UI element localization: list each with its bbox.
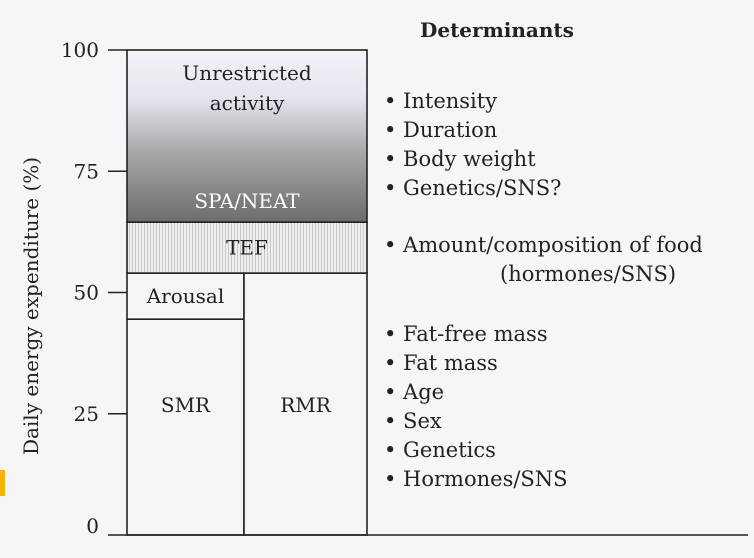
determinants-title: Determinants <box>420 18 574 42</box>
determinant-item: • Body weight <box>384 147 536 171</box>
determinant-item: • Sex <box>384 409 442 433</box>
determinant-item: • Hormones/SNS <box>384 467 568 491</box>
determinants-activity <box>384 87 561 203</box>
determinant-item: • Amount/composition of food <box>384 233 703 257</box>
segment-label: SPA/NEAT <box>194 189 300 214</box>
determinants-metabolic <box>384 320 568 494</box>
determinant-item: • Duration <box>384 118 498 142</box>
segment-label: Unrestricted <box>182 61 312 85</box>
determinant-item: • Age <box>384 380 445 404</box>
determinant-item: • Genetics/SNS? <box>384 176 562 200</box>
edge-marker <box>0 470 5 496</box>
segment-smr <box>127 319 244 535</box>
determinant-item: • Fat mass <box>384 351 498 375</box>
determinant-item: (hormones/SNS) <box>500 262 677 286</box>
y-axis-label: Daily energy expenditure (%) <box>19 156 43 456</box>
segment-label: SMR <box>160 392 211 417</box>
segment-label: activity <box>209 91 285 115</box>
determinant-item: • Intensity <box>384 89 498 113</box>
segment-label: TEF <box>226 235 268 260</box>
y-tick-label: 25 <box>73 401 99 426</box>
determinants-tef <box>384 231 703 289</box>
determinant-item: • Genetics <box>384 438 496 462</box>
y-tick-label: 50 <box>73 280 99 305</box>
y-tick-label: 0 <box>86 514 99 538</box>
determinant-item: • Fat-free mass <box>384 322 548 346</box>
segment-label: RMR <box>280 392 331 417</box>
segment-label: Arousal <box>146 284 225 309</box>
y-tick-label: 75 <box>73 159 99 184</box>
y-tick-label: 100 <box>60 38 99 62</box>
